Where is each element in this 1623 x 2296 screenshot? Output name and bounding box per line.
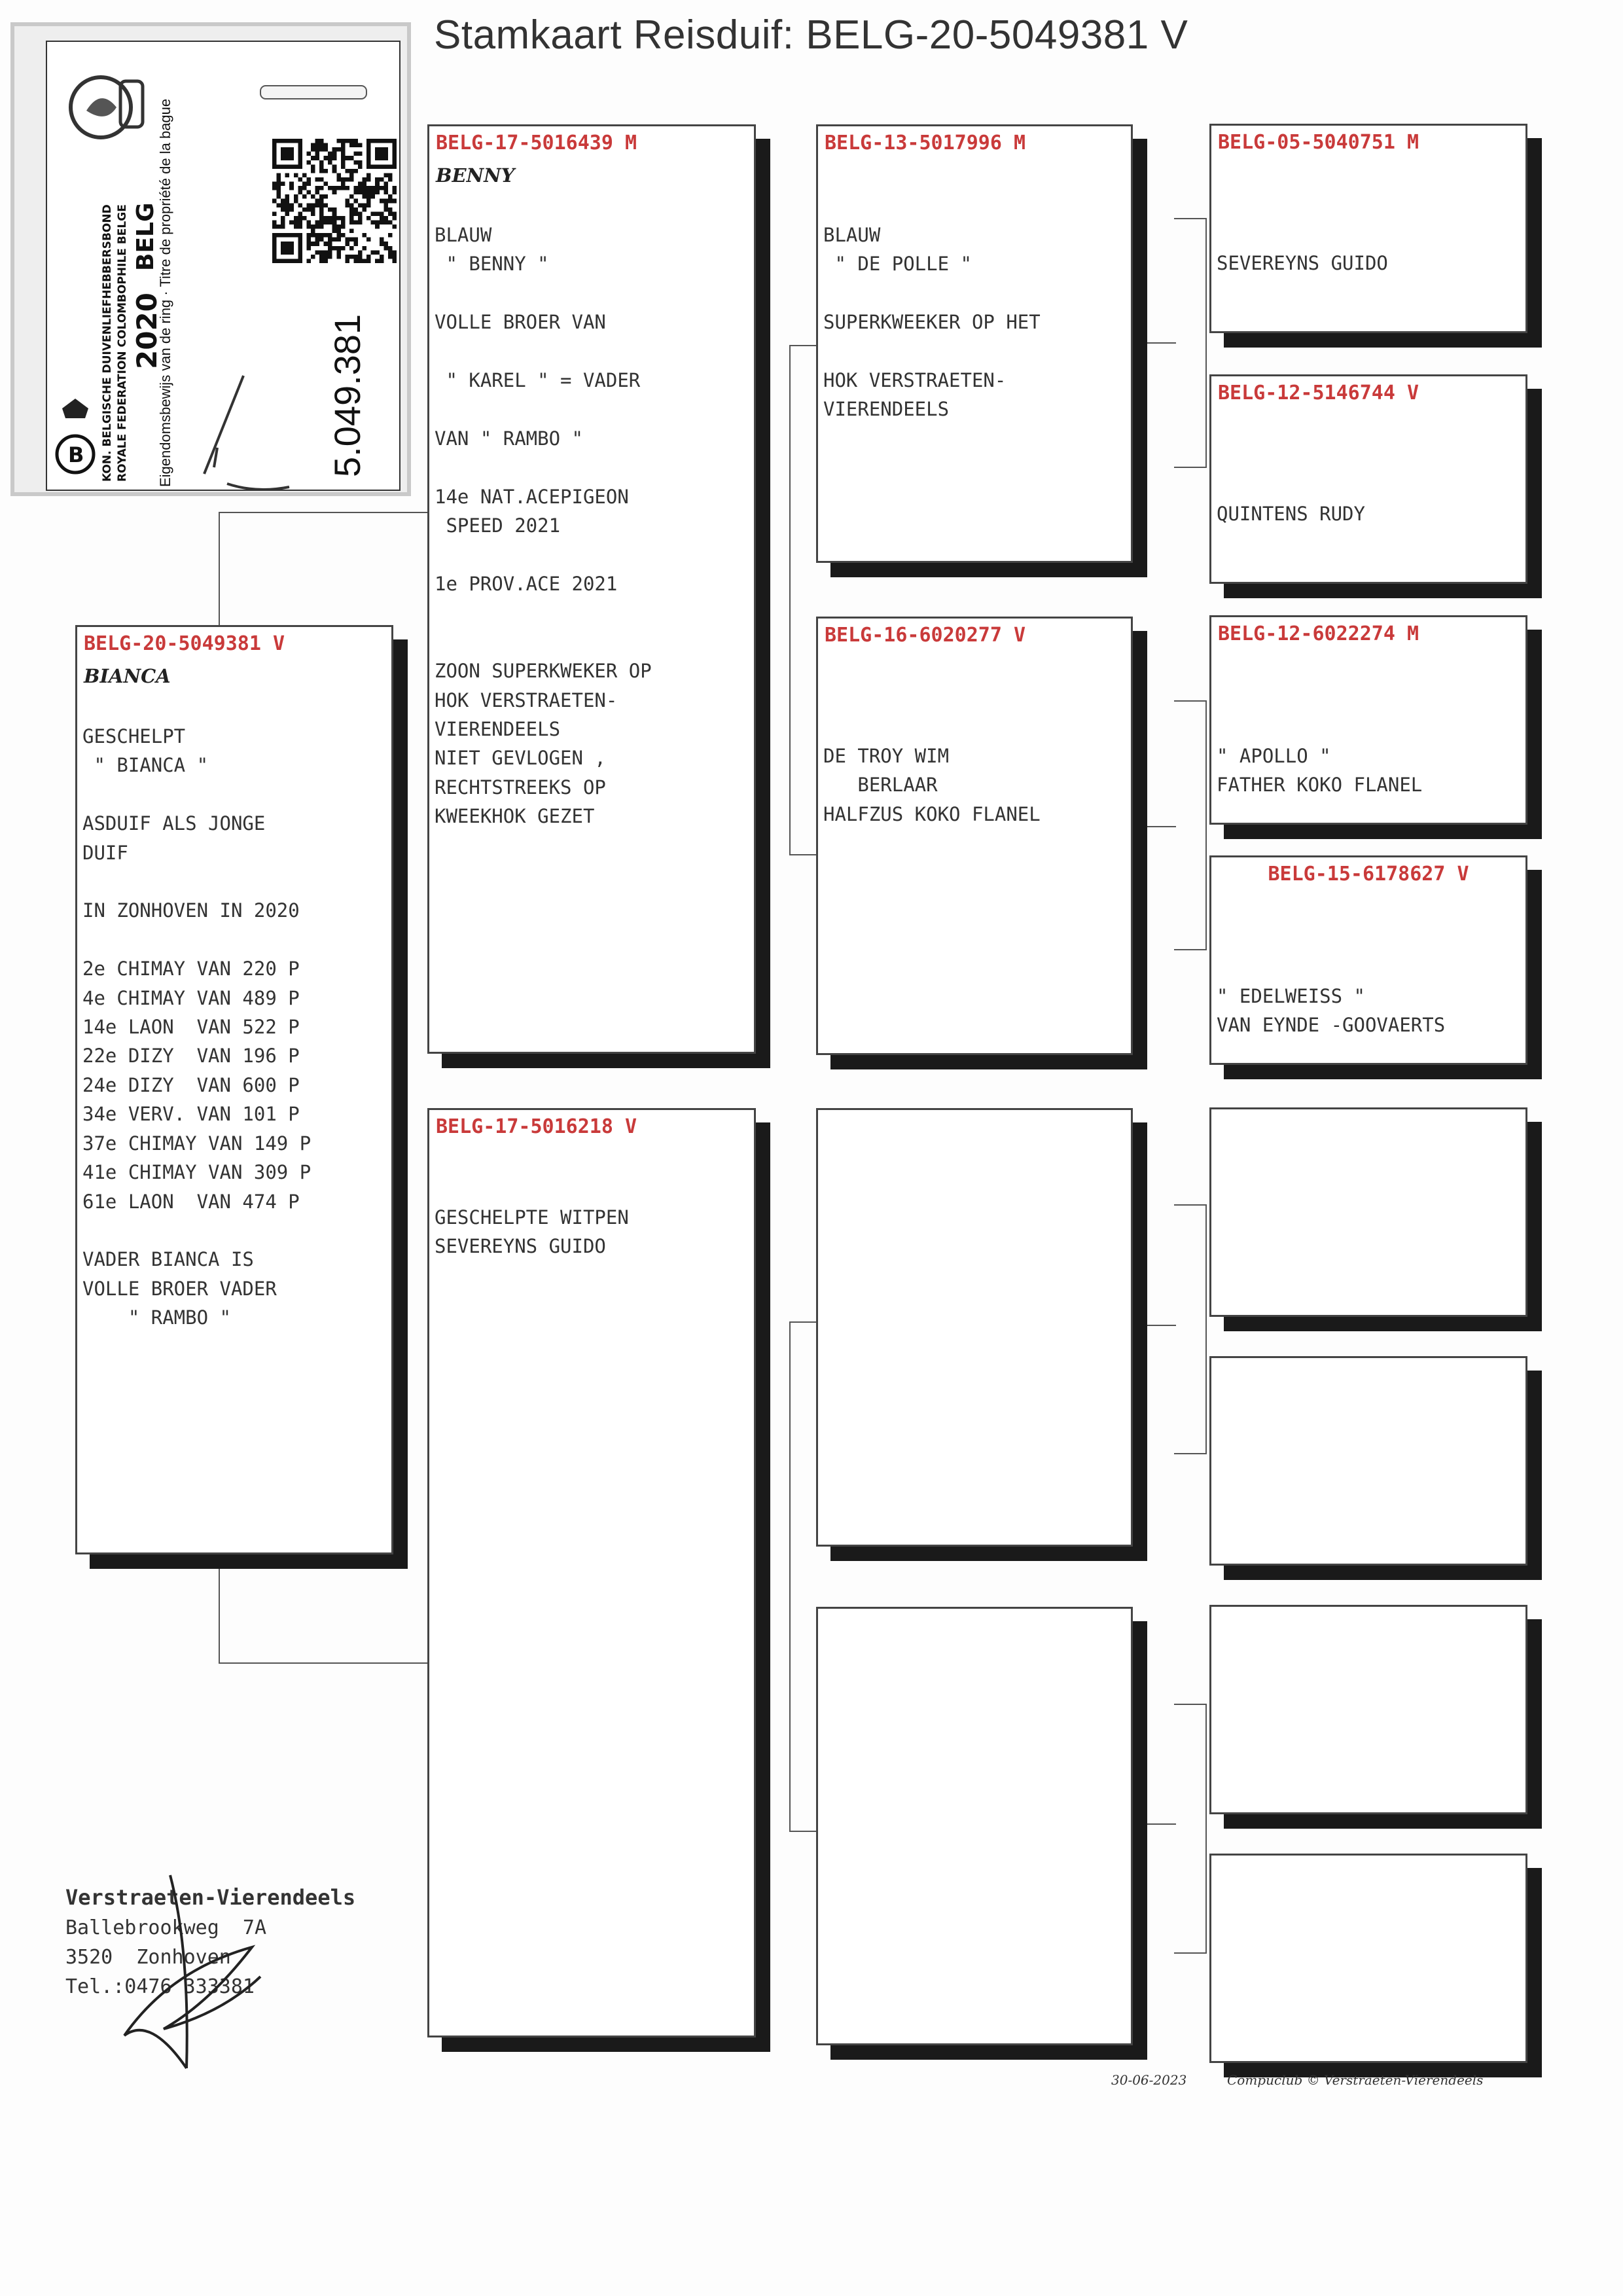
ring-number: BELG-12-5146744 V [1218, 382, 1419, 404]
pigeon-box-gg3[interactable] [1209, 615, 1527, 825]
connector-subject-dam [219, 1560, 428, 1664]
pigeon-box-sire-sire[interactable] [816, 124, 1133, 563]
pigeon-notes: " APOLLO " FATHER KOKO FLANEL [1217, 745, 1423, 797]
pigeon-box-gg1[interactable] [1209, 124, 1527, 333]
pigeon-notes: SEVEREYNS GUIDO [1217, 252, 1388, 274]
connector-grand-4 [1174, 1704, 1207, 1954]
footer-date: 30-06-2023 [1111, 2072, 1187, 2088]
pigeon-box-dam-dam[interactable] [816, 1607, 1133, 2045]
pigeon-notes: QUINTENS RUDY [1217, 503, 1365, 525]
pigeon-box-gg8[interactable] [1209, 1854, 1527, 2063]
pigeon-notes: GESCHELPTE WITPEN SEVEREYNS GUIDO [435, 1206, 629, 1258]
pigeon-name: BIANCA [84, 665, 171, 687]
ring-card-org-nl: KON. BELGISCHE DUIVENLIEFHEBBERSBOND [101, 204, 114, 482]
pigeon-box-sire[interactable] [427, 124, 756, 1054]
page-title: Stamkaart Reisduif: BELG-20-5049381 V [434, 12, 1188, 58]
ring-number: BELG-13-5017996 M [825, 132, 1026, 154]
breeder-city: 3520 Zonhoven [65, 1946, 231, 1969]
connector-grand-1 [1174, 218, 1207, 468]
ring-card-year: 2020 [131, 293, 163, 369]
connector-subject-sire [219, 512, 428, 633]
footer-credit: Compuclub © Verstraeten-Vierendeels [1227, 2072, 1484, 2088]
connector-dam-parents [789, 1321, 817, 1832]
connector-mid-4 [1142, 1823, 1176, 1825]
connector-mid-3 [1142, 1325, 1176, 1326]
pigeon-notes: BLAUW " BENNY " VOLLE BROER VAN " KAREL " = VADER VAN " RAMBO " 14e NAT.ACEPIGEON SPEED 2021 1e PROV.ACE 2021 ZOON SUPERKWEKER OP HOK VERSTRAETEN- VIERENDEELS NIET GEVLOGEN , RECHTSTREEKS OP KWEEKHOK GEZET [435, 224, 652, 828]
ring-number: BELG-12-6022274 M [1218, 622, 1419, 645]
ring-card-number: 5.049.381 [327, 314, 368, 477]
connector-mid-1 [1142, 342, 1176, 344]
ring-card-ownership-text: Eigendomsbewijs van de ring · Titre de propriété de la bague [157, 98, 173, 487]
federation-crest-icon [60, 62, 152, 153]
pigeon-box-dam[interactable] [427, 1108, 756, 2037]
pigeon-box-dam-sire[interactable] [816, 1108, 1133, 1547]
ring-number: BELG-05-5040751 M [1218, 131, 1419, 154]
connector-grand-3 [1174, 1204, 1207, 1454]
pigeon-box-gg6[interactable] [1209, 1356, 1527, 1566]
ring-number: BELG-17-5016218 V [436, 1115, 637, 1138]
connector-grand-2 [1174, 700, 1207, 950]
ring-number: BELG-17-5016439 M [436, 132, 637, 154]
pigeon-notes: BLAUW " DE POLLE " SUPERKWEEKER OP HET HOK VERSTRAETEN- VIERENDEELS [823, 224, 1041, 421]
connector-mid-2 [1142, 826, 1176, 827]
connector-sire-parents [789, 345, 817, 855]
pigeon-box-sire-dam[interactable] [816, 617, 1133, 1055]
breeder-street: Ballebrookweg 7A [65, 1916, 267, 1939]
ring-number: BELG-20-5049381 V [84, 632, 285, 655]
ring-card-signature [191, 369, 322, 493]
ring-card-org-fr: ROYALE FEDERATION COLOMBOPHILE BELGE [116, 204, 129, 482]
ring-number: BELG-15-6178627 V [1268, 863, 1469, 886]
bpf-logo-icon [52, 395, 98, 480]
ring-card-frame [46, 41, 401, 491]
breeder-signature [111, 1872, 268, 2075]
svg-text:B: B [68, 442, 84, 467]
pigeon-box-gg5[interactable] [1209, 1107, 1527, 1317]
ring-ownership-card [14, 26, 407, 492]
qr-code-icon [270, 139, 399, 263]
pigeon-notes: DE TROY WIM BERLAAR HALFZUS KOKO FLANEL [823, 745, 1041, 825]
breeder-tel: Tel.:0476 333381 [65, 1975, 255, 1998]
breeder-name: Verstraeten-Vierendeels [65, 1885, 356, 1910]
pigeon-box-gg2[interactable] [1209, 374, 1527, 584]
pigeon-notes: GESCHELPT " BIANCA " ASDUIF ALS JONGE DUIF IN ZONHOVEN IN 2020 2e CHIMAY VAN 220 P 4e CHIMAY VAN 489 P 14e LAON VAN 522 P 22e DIZY VAN 196 P 24e DIZY VAN 600 P 34e VERV. VAN 101 P 37e CHIMAY VAN 149 P 41e CHIMAY VAN 309 P 61e LAON VAN 474 P VADER BIANCA IS VOLLE BROER VADER " RAMBO " [82, 725, 312, 1329]
pigeon-name: BENNY [436, 164, 515, 187]
pigeon-notes: " EDELWEISS " VAN EYNDE -GOOVAERTS [1217, 985, 1446, 1037]
pigeon-box-subject[interactable] [75, 625, 393, 1554]
card-slot [260, 85, 367, 99]
pigeon-box-gg7[interactable] [1209, 1605, 1527, 1814]
ring-number: BELG-16-6020277 V [825, 624, 1026, 647]
ring-card-country: BELG [132, 202, 159, 271]
pigeon-box-gg4[interactable] [1209, 855, 1527, 1065]
